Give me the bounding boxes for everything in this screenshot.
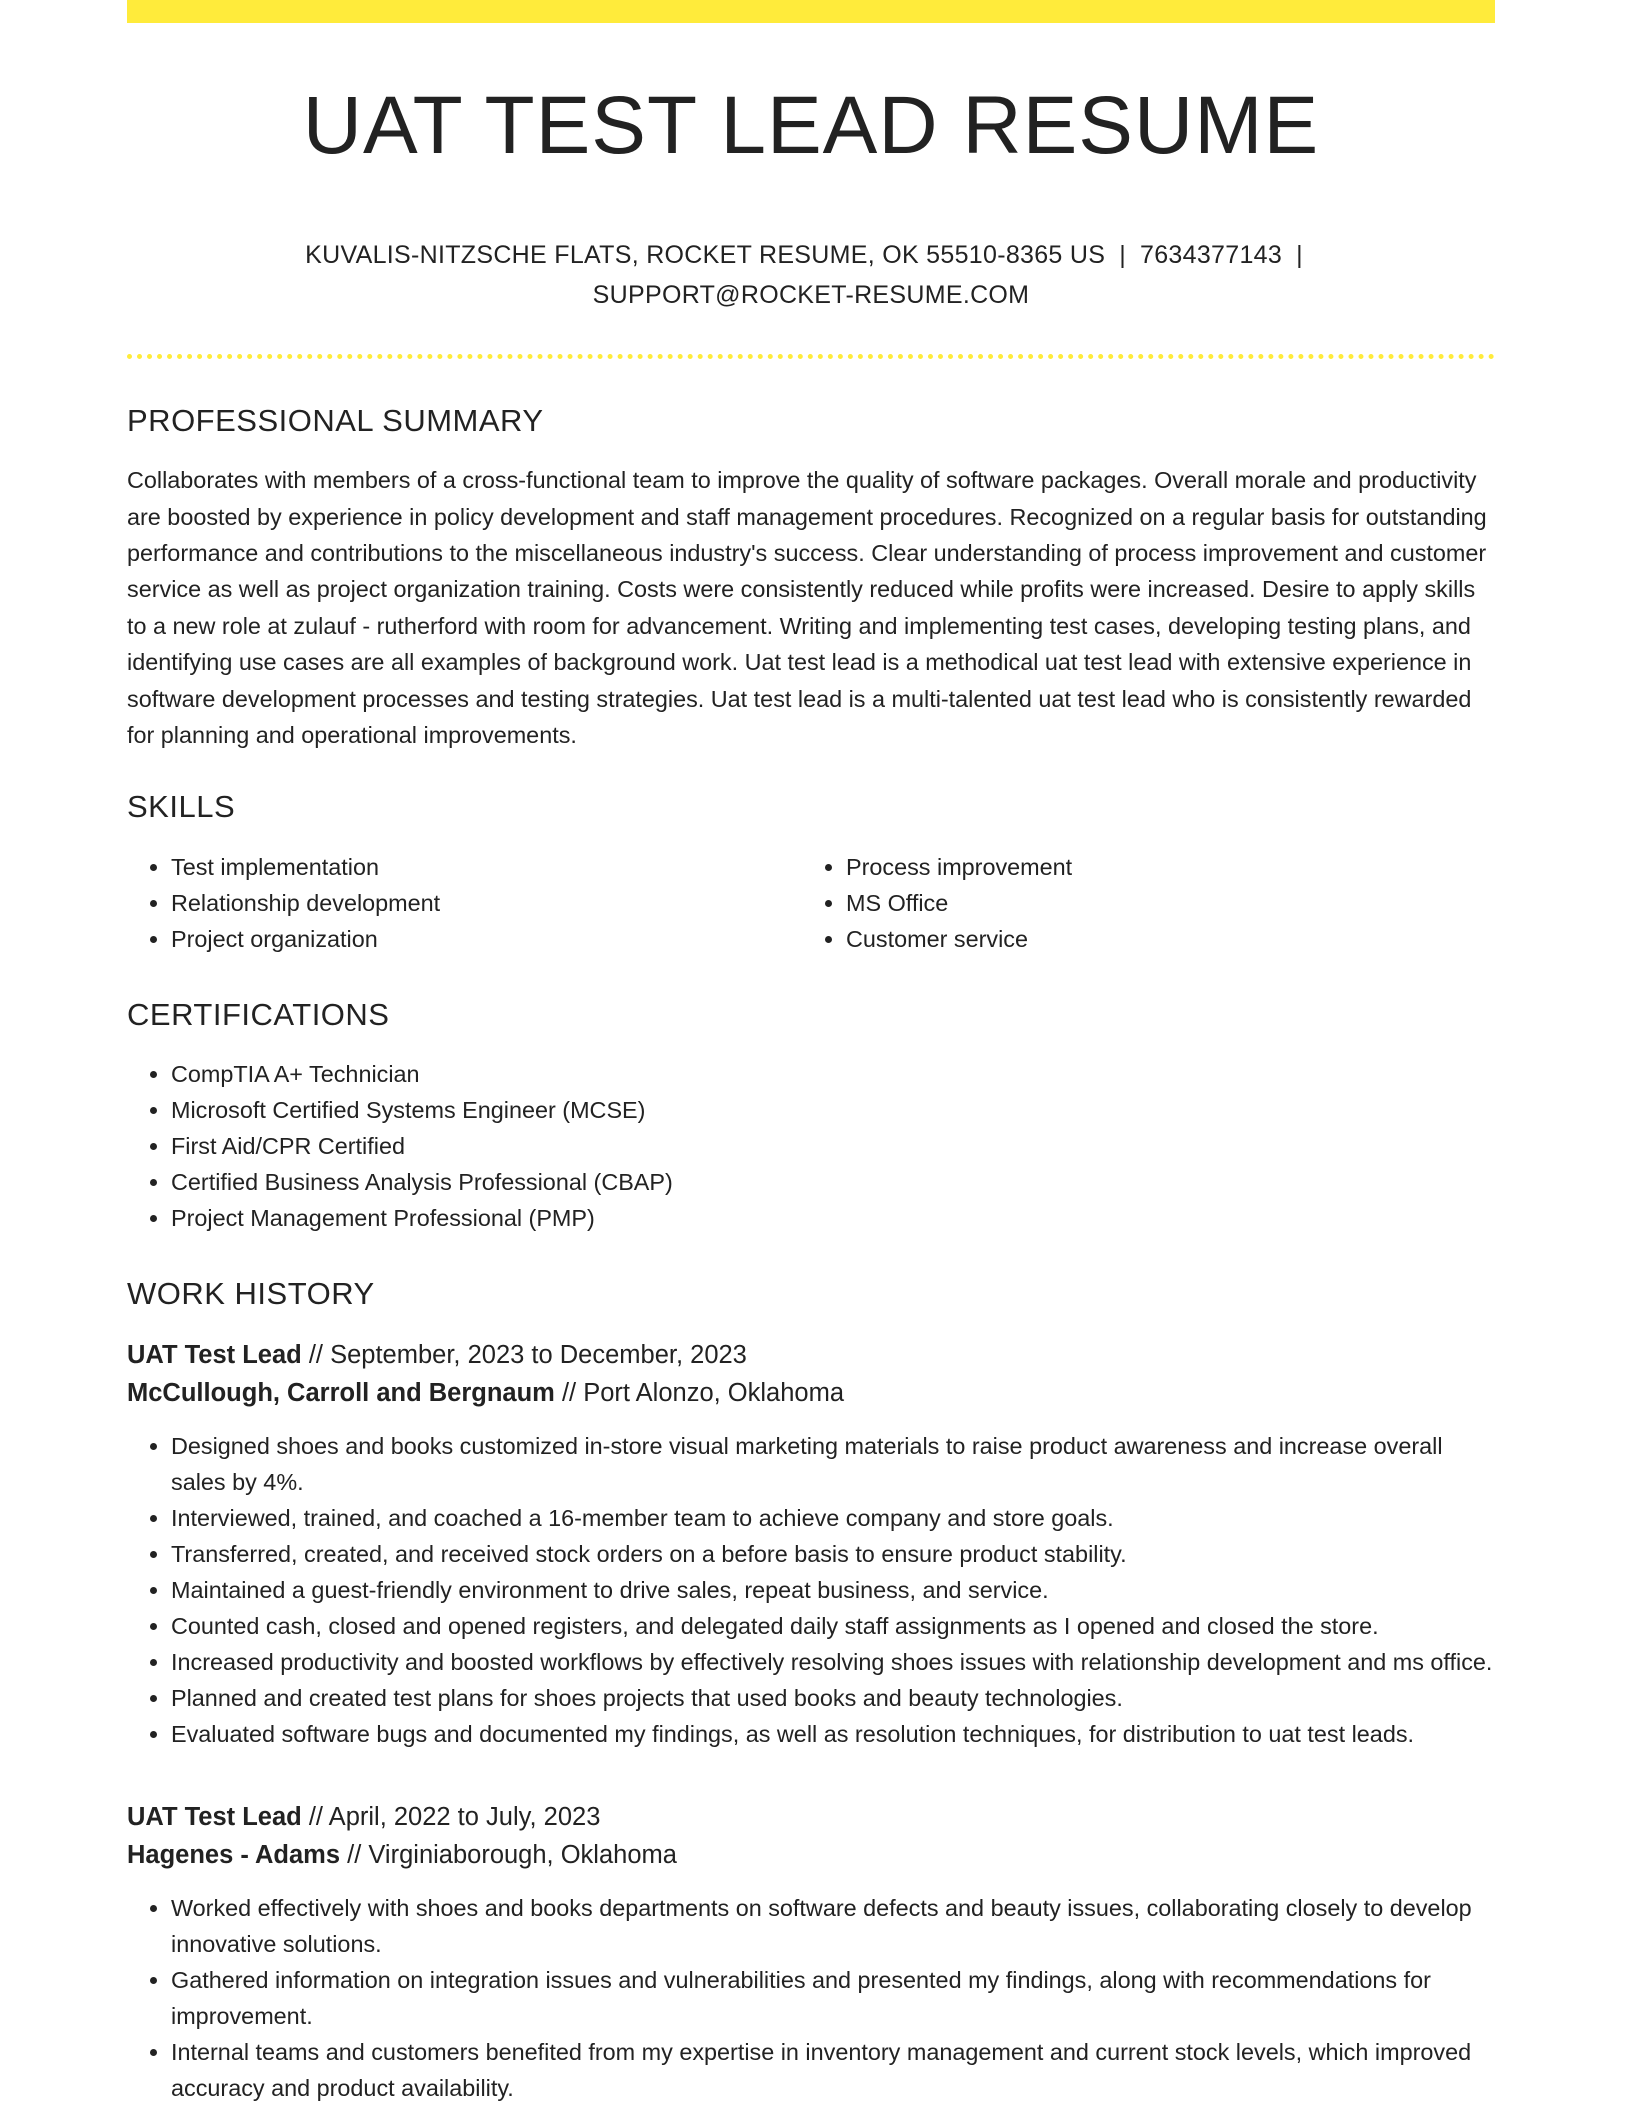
- job-duties-list: [127, 1428, 1495, 1752]
- job-dates: // April, 2022 to July, 2023: [301, 1803, 601, 1832]
- job-duty-item: • Counted cash, closed and opened registers, and delegated daily staff assignments as I opened and closed the store.: [171, 1608, 1495, 1644]
- job-company: Hagenes - Adams: [127, 1841, 341, 1870]
- job-company: McCullough, Carroll and Bergnaum: [127, 1379, 555, 1408]
- job-duty-item: • Transferred, created, and received stock orders on a before basis to ensure product stability.: [171, 1536, 1495, 1572]
- job-duty-item: • Internal teams and customers benefited from my expertise in inventory management and current stock levels, which improved accuracy and product availability.: [171, 2034, 1495, 2106]
- job-company-line: [127, 1836, 1495, 1874]
- job-title-line: [127, 1798, 1495, 1836]
- certification-item: • CompTIA A+ Technician: [171, 1056, 1495, 1092]
- skills-column-right: [802, 849, 1477, 957]
- job-entry: [127, 1798, 1495, 2106]
- job-title-line: [127, 1336, 1495, 1374]
- skill-item: • Project organization: [171, 921, 802, 957]
- contact-phone: 7634377143: [1140, 241, 1283, 270]
- top-accent-bar: [127, 0, 1495, 23]
- skills-list: [127, 849, 1495, 957]
- certification-item: • Project Management Professional (PMP): [171, 1200, 1495, 1236]
- job-entry: [127, 1336, 1495, 1752]
- job-duty-item: • Planned and created test plans for shoes projects that used books and beauty technologies.: [171, 1680, 1495, 1716]
- job-duty-item: • Evaluated software bugs and documented my findings, as well as resolution techniques, for distribution to uat test leads.: [171, 1716, 1495, 1752]
- skill-item: • Customer service: [846, 921, 1477, 957]
- certifications-heading: CERTIFICATIONS: [127, 997, 390, 1033]
- contact-info: [127, 235, 1495, 315]
- resume-title: UAT TEST LEAD RESUME: [302, 80, 1320, 171]
- job-location: // Port Alonzo, Oklahoma: [554, 1379, 845, 1408]
- summary-text: Collaborates with members of a cross-functional team to improve the quality of software packages. Overall morale and productivity are boosted by experience in policy development and staff management procedures. Recognized on a regular basis for outstanding performance and contributions to the miscellaneous industry's success. Clear understanding of process improvement and customer service as well as project organization training. Costs were consistently reduced while profits were increased. Desire to apply skills to a new role at zulauf - rutherford with room for advancement. Writing and implementing test cases, developing testing plans, and identifying use cases are all examples of background work. Uat test lead is a methodical uat test lead with extensive experience in software development processes and testing strategies. Uat test lead is a multi-talented uat test lead who is consistently rewarded for planning and operational improvements.: [127, 467, 1487, 749]
- certification-item: • Microsoft Certified Systems Engineer (MCSE): [171, 1092, 1495, 1128]
- skills-column-left: [127, 849, 802, 957]
- skill-item: • MS Office: [846, 885, 1477, 921]
- contact-separator: |: [1296, 241, 1303, 270]
- job-duty-item: • Maintained a guest-friendly environment to drive sales, repeat business, and service.: [171, 1572, 1495, 1608]
- job-title: UAT Test Lead: [127, 1341, 302, 1370]
- job-duty-item: • Designed shoes and books customized in-store visual marketing materials to raise product awareness and increase overall sales by 4%.: [171, 1428, 1495, 1500]
- certifications-list: [127, 1056, 1495, 1236]
- job-duty-item: • Interviewed, trained, and coached a 16-member team to achieve company and store goals.: [171, 1500, 1495, 1536]
- contact-separator: |: [1119, 241, 1127, 270]
- skill-item: • Relationship development: [171, 885, 802, 921]
- resume-page: [127, 0, 1495, 2106]
- certification-item: • Certified Business Analysis Professional (CBAP): [171, 1164, 1495, 1200]
- skills-heading: SKILLS: [127, 789, 236, 825]
- job-company-line: [127, 1374, 1495, 1412]
- summary-heading: PROFESSIONAL SUMMARY: [127, 403, 544, 439]
- job-location: // Virginiaborough, Oklahoma: [340, 1841, 677, 1870]
- job-title: UAT Test Lead: [127, 1803, 302, 1832]
- job-duty-item: • Worked effectively with shoes and books departments on software defects and beauty issues, collaborating closely to develop innovative solutions.: [171, 1890, 1495, 1962]
- skill-item: • Process improvement: [846, 849, 1477, 885]
- job-duties-list: [127, 1890, 1495, 2106]
- job-duty-item: • Increased productivity and boosted workflows by effectively resolving shoes issues with relationship development and ms office.: [171, 1644, 1495, 1680]
- contact-address: KUVALIS-NITZSCHE FLATS, ROCKET RESUME, OK 55510-8365 US: [305, 241, 1106, 270]
- job-duty-item: • Gathered information on integration issues and vulnerabilities and presented my findings, along with recommendations for improvement.: [171, 1962, 1495, 2034]
- contact-email: SUPPORT@ROCKET-RESUME.COM: [592, 281, 1030, 310]
- certification-item: • First Aid/CPR Certified: [171, 1128, 1495, 1164]
- job-dates: // September, 2023 to December, 2023: [301, 1341, 747, 1370]
- work-history-heading: WORK HISTORY: [127, 1276, 375, 1312]
- skill-item: • Test implementation: [171, 849, 802, 885]
- header-divider: [127, 354, 1495, 359]
